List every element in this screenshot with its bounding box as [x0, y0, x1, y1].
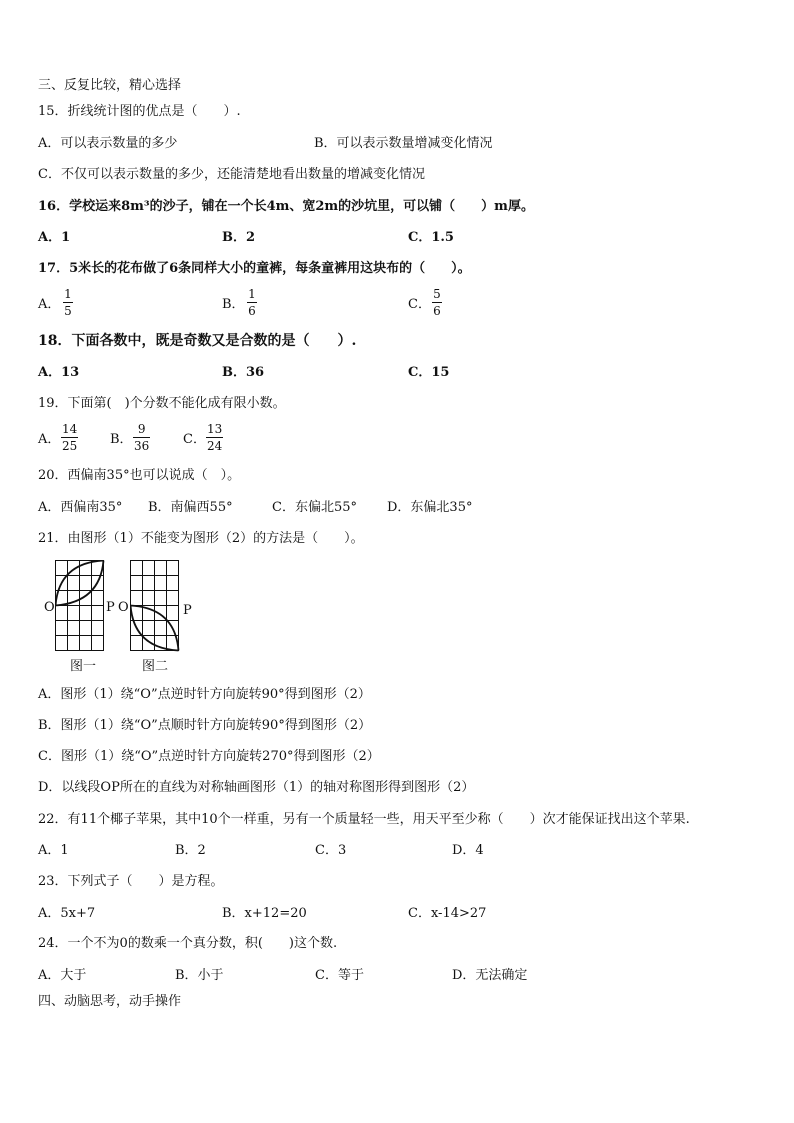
q23-option-b[interactable]: B．x+12=20	[222, 906, 307, 921]
q23-stem: 23．下列式子（ ）是方程。	[38, 874, 224, 889]
q17-stem: 17．5米长的花布做了6条同样大小的童裤，每条童裤用这块布的（ ）。	[38, 261, 471, 276]
fraction-bar	[432, 302, 442, 303]
q19-stem: 19．下面第( )个分数不能化成有限小数。	[38, 396, 286, 411]
section-3-title: 三、反复比较，精心选择	[38, 78, 182, 93]
q23-option-a[interactable]: A．5x+7	[38, 906, 96, 921]
q21-option-a[interactable]: A．图形（1）绕“O”点逆时针方向旋转90°得到图形（2）	[38, 687, 371, 702]
fraction-bar	[247, 302, 257, 303]
fraction-denominator: 24	[207, 439, 223, 453]
q15-option-a[interactable]: A．可以表示数量的多少	[38, 136, 178, 151]
q20-option-c[interactable]: C．东偏北55°	[272, 500, 357, 515]
fraction-numerator: 13	[207, 422, 223, 436]
q16-stem: 16．学校运来8m³的沙子，铺在一个长4m、宽2m的沙坑里，可以铺（ ）m厚。	[38, 199, 534, 214]
q16-option-a[interactable]: A．1	[38, 230, 71, 245]
q24-option-b[interactable]: B．小于	[175, 968, 224, 983]
q24-option-a[interactable]: A．大于	[38, 968, 87, 983]
q22-option-a[interactable]: A．1	[38, 843, 69, 858]
figure-1-point-o: O	[44, 600, 55, 615]
section-4-title: 四、动脑思考，动手操作	[38, 994, 182, 1009]
q21-option-b[interactable]: B．图形（1）绕“O”点顺时针方向旋转90°得到图形（2）	[38, 718, 372, 733]
q24-option-d[interactable]: D．无法确定	[452, 968, 528, 983]
q24-option-c[interactable]: C．等于	[315, 968, 364, 983]
figure-2-caption: 图二	[142, 659, 169, 674]
q17-option-c-fraction[interactable]	[432, 287, 442, 318]
figure-1-point-p: P	[106, 600, 115, 615]
fraction-denominator: 25	[62, 439, 78, 453]
q22-option-d[interactable]: D．4	[452, 843, 484, 858]
fraction-numerator: 14	[62, 422, 78, 436]
q17-option-a-fraction[interactable]	[63, 287, 73, 318]
q17-option-a-label[interactable]: A．	[38, 297, 61, 312]
q21-option-c[interactable]: C．图形（1）绕“O”点逆时针方向旋转270°得到图形（2）	[38, 749, 380, 764]
q20-option-b[interactable]: B．南偏西55°	[148, 500, 233, 515]
q18-option-c[interactable]: C．15	[408, 365, 450, 380]
figure-2-grid	[130, 560, 180, 652]
q20-stem: 20．西偏南35°也可以说成（ ）。	[38, 468, 241, 483]
q22-option-c[interactable]: C．3	[315, 843, 347, 858]
fraction-denominator: 5	[64, 304, 72, 318]
q15-option-b[interactable]: B．可以表示数量增减变化情况	[314, 136, 493, 151]
fraction-bar	[61, 437, 78, 438]
q19-option-b-fraction[interactable]	[133, 422, 150, 453]
fraction-denominator: 6	[248, 304, 256, 318]
q17-option-c-label[interactable]: C．	[408, 297, 431, 312]
fraction-bar	[63, 302, 73, 303]
q18-option-a[interactable]: A．13	[38, 365, 80, 380]
q15-stem: 15．折线统计图的优点是（ ）.	[38, 104, 241, 119]
fraction-numerator: 1	[64, 287, 72, 301]
q17-option-b-fraction[interactable]	[247, 287, 257, 318]
q22-option-b[interactable]: B．2	[175, 843, 206, 858]
q18-stem: 18．下面各数中，既是奇数又是合数的是（ ）.	[38, 333, 357, 349]
q16-option-b[interactable]: B．2	[222, 230, 256, 245]
fraction-bar	[206, 437, 223, 438]
q20-option-a[interactable]: A．西偏南35°	[38, 500, 123, 515]
q19-option-c-label[interactable]: C．	[183, 432, 206, 447]
q20-option-d[interactable]: D．东偏北35°	[387, 500, 473, 515]
q18-option-b[interactable]: B．36	[222, 365, 265, 380]
q19-option-a-label[interactable]: A．	[38, 432, 61, 447]
figure-1-grid	[55, 560, 105, 652]
figure-1-caption: 图一	[70, 659, 97, 674]
fraction-denominator: 6	[433, 304, 441, 318]
fraction-denominator: 36	[134, 439, 150, 453]
q21-stem: 21．由图形（1）不能变为图形（2）的方法是（ ）。	[38, 531, 364, 546]
figure-2-point-p: P	[183, 603, 192, 618]
q19-option-a-fraction[interactable]	[61, 422, 78, 453]
q17-option-b-label[interactable]: B．	[222, 297, 245, 312]
q22-stem: 22．有11个椰子苹果，其中10个一样重，另有一个质量轻一些，用天平至少称（ ）次才能保证找出这个苹果.	[38, 812, 690, 827]
q19-option-c-fraction[interactable]	[206, 422, 223, 453]
q16-option-c[interactable]: C．1.5	[408, 230, 454, 245]
fraction-numerator: 1	[248, 287, 256, 301]
q15-option-c[interactable]: C．不仅可以表示数量的多少，还能清楚地看出数量的增减变化情况	[38, 167, 425, 182]
fraction-numerator: 5	[433, 287, 441, 301]
fraction-bar	[133, 437, 150, 438]
q24-stem: 24．一个不为0的数乘一个真分数，积( )这个数.	[38, 936, 338, 951]
fraction-numerator: 9	[137, 422, 146, 436]
figure-2-point-o: O	[118, 600, 129, 615]
q23-option-c[interactable]: C．x-14>27	[408, 906, 487, 921]
q19-option-b-label[interactable]: B．	[110, 432, 133, 447]
q21-option-d[interactable]: D．以线段OP所在的直线为对称轴画图形（1）的轴对称图形得到图形（2）	[38, 780, 475, 795]
